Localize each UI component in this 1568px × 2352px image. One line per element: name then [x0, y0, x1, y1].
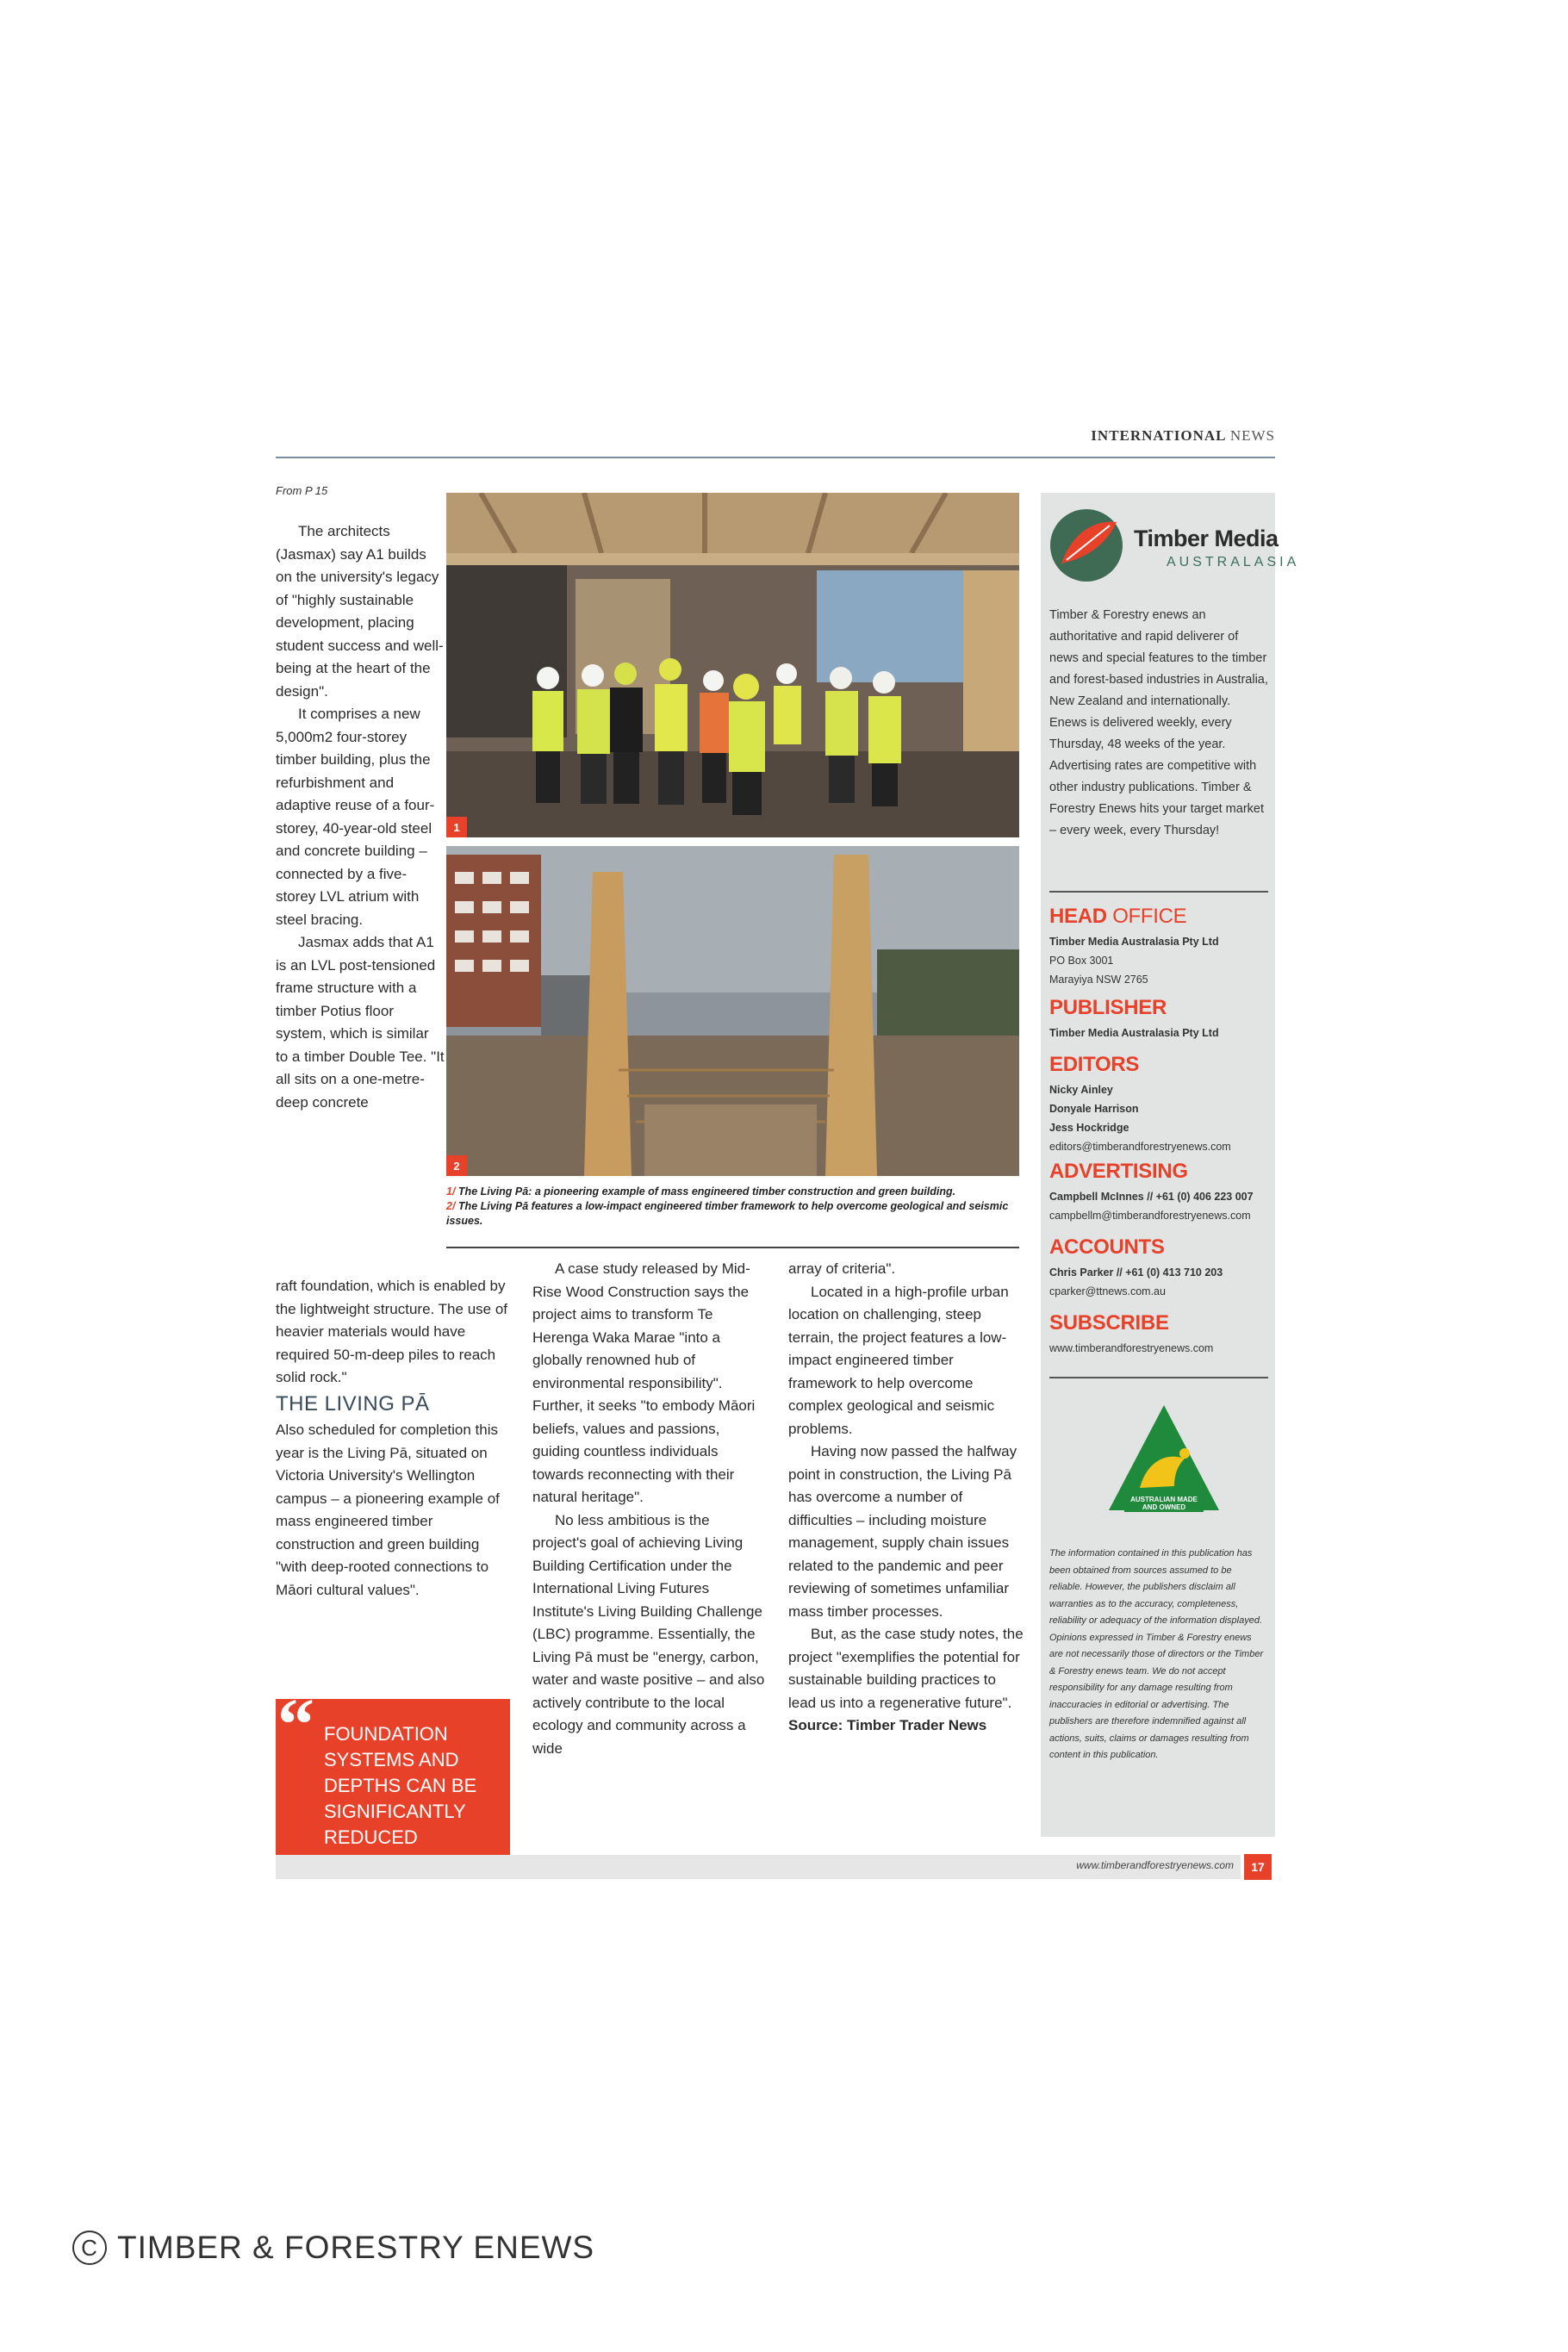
copyright-notice — [72, 2230, 594, 2266]
subscribe-info — [1049, 1339, 1269, 1358]
accounts-heading: ACCOUNTS — [1049, 1235, 1165, 1259]
magazine-page — [276, 414, 1300, 1895]
source-credit: Source: Timber Trader News — [788, 1717, 987, 1733]
paragraph: Located in a high-profile urban location on challenging, steep terrain, the project features a low-impact engineered timber framework to help overcome complex geological and seismic problems. — [788, 1283, 1009, 1437]
pull-quote — [276, 1683, 510, 1863]
publisher-sidebar — [1041, 493, 1300, 1837]
page-number: 17 — [1244, 1854, 1272, 1880]
paragraph: Having now passed the halfway point in construction, the Living Pā has overcome a number of difficulties – including moisture management, supply chain issues related to the pandemic and peer reviewing of sometimes unfamiliar mass timber processes. — [788, 1443, 1017, 1620]
australian-made-badge — [1105, 1402, 1223, 1519]
paragraph: array of criteria". — [788, 1260, 896, 1277]
paragraph: No less ambitious is the project's goal of achieving Living Building Certification under the International Living Futures Institute's Living Building Challenge (LBC) programme. Essentially, the Living Pā must be "energy, carbon, water and waste positive – and also actively contribute to the local ecology and community across a wide — [532, 1511, 765, 1757]
paragraph: raft foundation, which is enabled by the lightweight structure. The use of heavier materials would have required 50-m-deep piles to reach solid rock." — [276, 1278, 508, 1385]
publisher-heading: PUBLISHER — [1049, 996, 1167, 1019]
editors-heading: EDITORS — [1049, 1053, 1140, 1076]
pull-quote-text: FOUNDATION SYSTEMS AND DEPTHS CAN BE SIGNIFICANTLY REDUCED — [324, 1723, 477, 1848]
column-2 — [532, 1258, 767, 1760]
timber-media-logo: Timber Media AUSTRALASIA — [1049, 508, 1272, 586]
sidebar-rule — [1049, 1377, 1268, 1378]
publisher-info: Timber Media Australasia Pty Ltd — [1049, 1027, 1219, 1039]
sidebar-rule — [1049, 891, 1268, 893]
paragraph: The architects (Jasmax) say A1 builds on the university's legacy of "highly sustainable development, placing student success and well-being at the heart of the design". — [276, 523, 444, 700]
advertising-heading: ADVERTISING — [1049, 1160, 1188, 1183]
photo-site-visit — [446, 493, 1019, 837]
editors-info: Nicky Ainley Donyale Harrison Jess Hockridge editors@timberandforestryenews.com — [1049, 1080, 1269, 1156]
badge-text-2: AND OWNED — [1142, 1503, 1186, 1511]
photo-construction-site — [446, 846, 1019, 1176]
caption-rule — [446, 1247, 1019, 1248]
photo-captions — [446, 1185, 1019, 1229]
column-1-top — [276, 520, 445, 1114]
badge-text-1: AUSTRALIAN MADE — [1130, 1496, 1198, 1503]
photo-2-image — [446, 846, 1019, 1176]
australian-made-logo-icon — [1105, 1402, 1223, 1519]
accounts-info: Chris Parker // +61 (0) 413 710 203 cparker@ttnews.com.au — [1049, 1263, 1269, 1301]
subheading: THE LIVING PĀ — [276, 1391, 430, 1416]
caption-2: 2/ The Living Pā features a low-impact engineered timber framework to help overcome geological and seismic issues. — [446, 1200, 1009, 1227]
caption-1: 1/ The Living Pā: a pioneering example of mass engineered timber construction and green building. — [446, 1185, 956, 1198]
logo-leaf-icon — [1049, 508, 1123, 582]
copyright-text: TIMBER & FORESTRY ENEWS — [117, 2230, 595, 2265]
copyright-icon: C — [72, 2231, 107, 2265]
column-1-bottom — [276, 1275, 508, 1602]
quote-mark-icon: “ — [277, 1683, 314, 1765]
head-office-info: Timber Media Australasia Pty Ltd PO Box 3001 Marayiya NSW 2765 — [1049, 936, 1219, 986]
top-rule — [276, 457, 1275, 458]
photo-number-badge: 2 — [446, 1155, 467, 1176]
disclaimer: The information contained in this publication has been obtained from sources assumed to be reliable. However, the publishers disclaim all warranties as to the accuracy, completeness, reliability or adequacy of the information displayed. Opinions expressed in Timber & Forestry enews are not necessarily those of directors or the Timber & Forestry enews team. We do not accept responsibility for any damage resulting from inaccuracies in editorial or advertising. The publishers are therefore indemnified against all actions, suits, claims or damages resulting from content in this publication. — [1049, 1548, 1264, 1760]
accounts-email[interactable]: cparker@ttnews.com.au — [1049, 1285, 1166, 1297]
photo-1-image — [446, 493, 1019, 837]
head-office-heading: HEAD OFFICE — [1049, 905, 1187, 928]
photo-number-badge: 1 — [446, 817, 467, 837]
footer-url[interactable]: www.timberandforestryenews.com — [1076, 1859, 1234, 1871]
paragraph: It comprises a new 5,000m2 four-storey timber building, plus the refurbishment and adaptive reuse of a four-storey, 40-year-old steel and concrete building – connected by a five-storey LVL atrium with steel bracing. — [276, 706, 435, 928]
from-page-label: From P 15 — [276, 484, 328, 497]
subscribe-heading: SUBSCRIBE — [1049, 1311, 1169, 1335]
section-header: INTERNATIONAL NEWS — [1091, 427, 1275, 444]
paragraph: But, as the case study notes, the project "exemplifies the potential for sustainable building practices to lead us into a regenerative future". — [788, 1626, 1024, 1711]
column-3 — [788, 1258, 1025, 1738]
paragraph: A case study released by Mid-Rise Wood Construction says the project aims to transform Te Herenga Waka Marae "into a globally renowned hub of environmental responsibility". Further, it seeks "to embody Māori beliefs, values and passions, guiding countless individuals towards reconnecting with their natural heritage". — [532, 1260, 756, 1505]
subscribe-link[interactable]: www.timberandforestryenews.com — [1049, 1342, 1214, 1354]
advertising-info: Campbell McInnes // +61 (0) 406 223 007 campbellm@timberandforestryenews.com — [1049, 1187, 1269, 1225]
sidebar-intro: Timber & Forestry enews an authoritative and rapid deliverer of news and special features to the timber and forest-based industries in Australia, New Zealand and internationally. Enews is delivered weekly, every Thursday, 48 weeks of the year. Advertising rates are competitive with other industry publications. Timber & Forestry Enews hits your target market – every week, every Thursday! — [1049, 608, 1268, 837]
paragraph: Also scheduled for completion this year is the Living Pā, situated on Victoria University's Wellington campus – a pioneering example of mass engineered timber construction and green building "with deep-rooted connections to Māori cultural values". — [276, 1422, 500, 1598]
paragraph: Jasmax adds that A1 is an LVL post-tensioned frame structure with a timber Potius floor system, which is similar to a timber Double Tee. "It all sits on a one-metre-deep concrete — [276, 934, 445, 1111]
editors-email[interactable]: editors@timberandforestryenews.com — [1049, 1141, 1231, 1153]
advertising-email[interactable]: campbellm@timberandforestryenews.com — [1049, 1210, 1251, 1222]
